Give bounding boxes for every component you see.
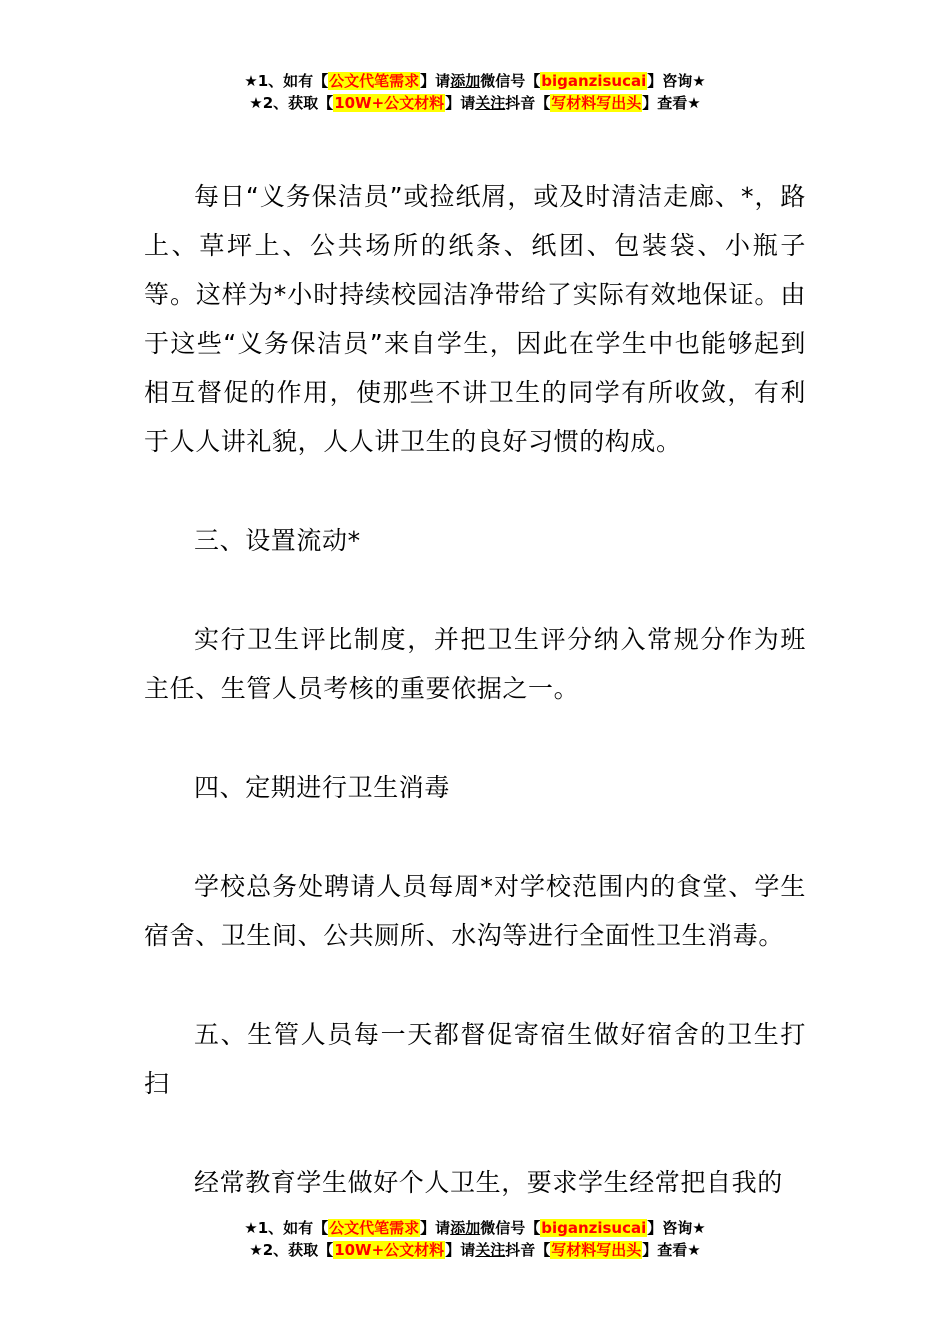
paragraph-volunteer-cleaners: 每日“义务保洁员”或捡纸屑，或及时清洁走廊、*，路上、草坪上、公共场所的纸条、纸团、包装袋、小瓶子等。这样为*小时持续校园洁净带给了实际有效地保证。由于这些“义务保洁员”来自学生，因此在学生中也能够起到相互督促的作用，使那些不讲卫生的同学有所收敛，有利于人人讲礼貌，人人讲卫生的良好习惯的构成。 bbox=[144, 182, 806, 456]
section-heading-5: 五、生管人员每一天都督促寄宿生做好宿舍的卫生打扫 bbox=[144, 1020, 806, 1098]
header-banner-line-2: ★2、获取【10W+公文材料】请关注抖音【写材料写出头】查看★ bbox=[249, 94, 701, 112]
paragraph-spacer bbox=[144, 565, 806, 615]
footer-banner-line-2: ★2、获取【10W+公文材料】请关注抖音【写材料写出头】查看★ bbox=[249, 1241, 701, 1259]
header-banner-line-1: ★1、如有【公文代笔需求】请添加微信号【biganzisucai】咨询★ bbox=[244, 72, 706, 90]
highlight-wechat-id: biganzisucai bbox=[541, 1219, 647, 1237]
paragraph-spacer bbox=[144, 466, 806, 516]
highlight-douyin: 写材料写出头 bbox=[551, 1241, 642, 1259]
section-heading-3: 三、设置流动* bbox=[194, 526, 361, 555]
section-heading-4: 四、定期进行卫生消毒 bbox=[194, 773, 451, 802]
paragraph-disinfection: 学校总务处聘请人员每周*对学校范围内的食堂、学生宿舍、卫生间、公共厕所、水沟等进行全面性卫生消毒。 bbox=[144, 872, 806, 950]
highlight-douyin: 写材料写出头 bbox=[551, 94, 642, 112]
highlight-materials: 10W+公文材料 bbox=[334, 94, 445, 112]
header-banner bbox=[0, 70, 950, 114]
footer-banner bbox=[0, 1217, 950, 1261]
document-body bbox=[144, 172, 806, 1207]
paragraph-spacer bbox=[144, 1108, 806, 1158]
paragraph-spacer bbox=[144, 960, 806, 1010]
paragraph-personal-hygiene: 经常教育学生做好个人卫生，要求学生经常把自我的 bbox=[194, 1168, 783, 1197]
paragraph-evaluation: 实行卫生评比制度，并把卫生评分纳入常规分作为班主任、生管人员考核的重要依据之一。 bbox=[144, 625, 806, 703]
paragraph-spacer bbox=[144, 812, 806, 862]
paragraph-spacer bbox=[144, 713, 806, 763]
highlight-wechat-id: biganzisucai bbox=[541, 72, 647, 90]
highlight-materials: 10W+公文材料 bbox=[334, 1241, 445, 1259]
highlight-service: 公文代笔需求 bbox=[329, 1219, 420, 1237]
highlight-service: 公文代笔需求 bbox=[329, 72, 420, 90]
footer-banner-line-1: ★1、如有【公文代笔需求】请添加微信号【biganzisucai】咨询★ bbox=[244, 1219, 706, 1237]
